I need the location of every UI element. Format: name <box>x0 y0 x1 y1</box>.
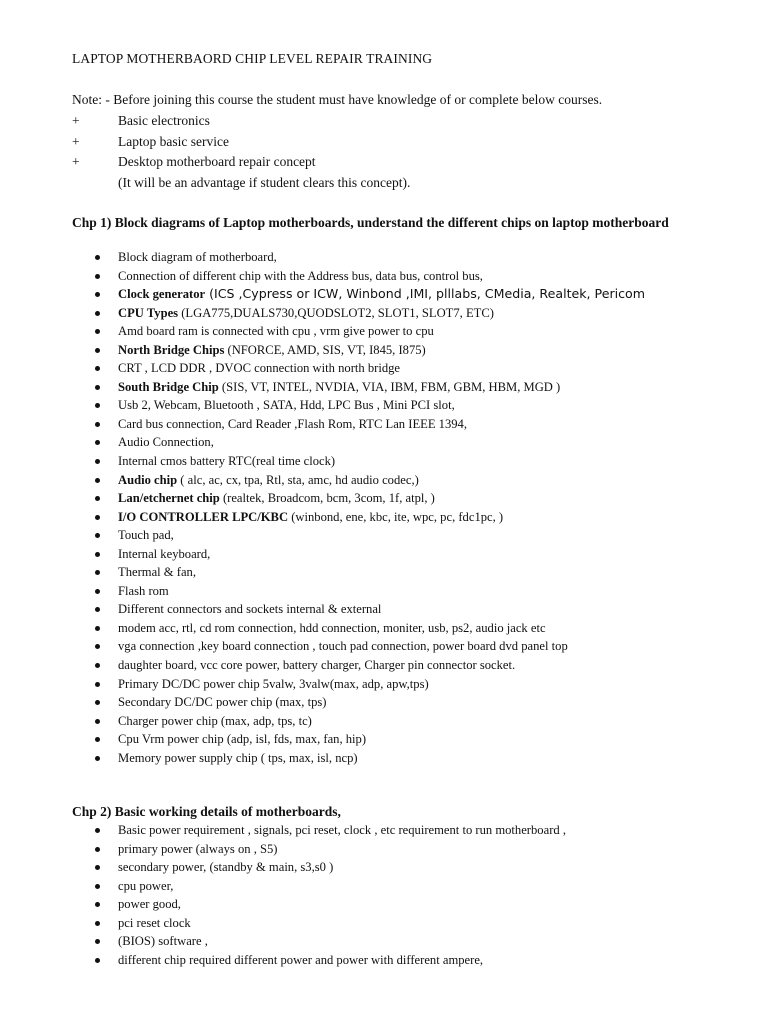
bullet-icon <box>95 663 100 668</box>
list-item-text: Basic power requirement , signals, pci reset, clock , etc requirement to run motherboard , <box>118 823 566 837</box>
list-item <box>72 932 752 951</box>
chapter-1-list <box>72 248 752 767</box>
list-item <box>72 415 752 434</box>
bullet-icon <box>95 403 100 408</box>
bullet-icon <box>95 607 100 612</box>
bullet-icon <box>95 719 100 724</box>
list-item-text: different chip required different power and power with different ampere, <box>118 952 484 967</box>
list-item <box>72 285 752 304</box>
bullet-icon <box>95 626 100 631</box>
list-item-text: Audio Connection, <box>118 435 214 450</box>
list-item-text: Different connectors and sockets internal & external <box>118 602 382 617</box>
plus-marker: + <box>72 154 80 169</box>
list-item <box>72 600 752 619</box>
bullet-icon <box>95 459 100 464</box>
list-item-bold-label: Clock generator <box>118 287 206 302</box>
bullet-icon <box>95 756 100 761</box>
list-item <box>72 304 752 323</box>
list-item <box>72 582 752 601</box>
list-item-text: daughter board, vcc core power, battery charger, Charger pin connector socket. <box>118 658 516 673</box>
list-item-text: Block diagram of motherboard, <box>118 250 277 264</box>
list-item <box>72 471 752 490</box>
bullet-icon <box>95 884 100 889</box>
list-item <box>72 821 752 840</box>
list-item-text: (BIOS) software , <box>118 934 208 949</box>
list-item <box>72 322 752 341</box>
list-item <box>72 675 752 694</box>
bullet-icon <box>95 533 100 538</box>
list-item-text: (SIS, VT, INTEL, NVDIA, VIA, IBM, FBM, GBM, HBM, MGD ) <box>218 379 561 394</box>
list-item-text: Usb 2, Webcam, Bluetooth , SATA, Hdd, LPC Bus , Mini PCI slot, <box>118 398 455 413</box>
bullet-icon <box>95 348 100 353</box>
list-item-text: Card bus connection, Card Reader ,Flash Rom, RTC Lan IEEE 1394, <box>118 416 468 431</box>
list-item-text: Primary DC/DC power chip 5valw, 3valw(max, adp, apw,tps) <box>118 676 429 691</box>
list-item <box>72 656 752 675</box>
list-item-text: (ICS ,Cypress or ICW, Winbond ,IMI, plllabs, CMedia, Realtek, Pericom <box>205 286 646 302</box>
bullet-icon <box>95 828 100 833</box>
list-item-bold-label: South Bridge Chip <box>118 379 219 394</box>
list-item <box>72 877 752 896</box>
bullet-icon <box>95 478 100 483</box>
bullet-icon <box>95 865 100 870</box>
list-item-bold-label: CPU Types <box>118 305 179 320</box>
list-item-text: CRT , LCD DDR , DVOC connection with north bridge <box>118 361 400 376</box>
list-item-text: Cpu Vrm power chip (adp, isl, fds, max, fan, hip) <box>118 732 367 747</box>
document-title: LAPTOP MOTHERBAORD CHIP LEVEL REPAIR TRAINING <box>72 51 433 66</box>
list-item-bold-label: Audio chip <box>118 472 178 487</box>
list-item-text: Connection of different chip with the Address bus, data bus, control bus, <box>118 268 483 283</box>
list-item <box>72 619 752 638</box>
list-item <box>72 433 752 452</box>
list-item <box>72 563 752 582</box>
prerequisite-label: Desktop motherboard repair concept <box>118 154 316 169</box>
list-item-text: Internal cmos battery RTC(real time clock) <box>118 454 336 469</box>
bullet-icon <box>95 939 100 944</box>
list-item <box>72 858 752 877</box>
list-item <box>72 895 752 914</box>
list-item-text: ( alc, ac, cx, tpa, Rtl, sta, amc, hd audio codec,) <box>177 472 419 487</box>
bullet-icon <box>95 847 100 852</box>
list-item <box>72 951 752 970</box>
prerequisite-label: Basic electronics <box>118 113 210 128</box>
list-item <box>72 489 752 508</box>
list-item <box>72 248 752 267</box>
list-item-bold-label: Lan/etchernet chip <box>118 491 220 506</box>
list-item <box>72 378 752 397</box>
list-item-text: pci reset clock <box>118 915 191 930</box>
list-item-text: Charger power chip (max, adp, tps, tc) <box>118 713 312 728</box>
list-item <box>72 545 752 564</box>
bullet-icon <box>95 385 100 390</box>
bullet-icon <box>95 921 100 926</box>
list-item-text: primary power (always on , S5) <box>118 841 278 856</box>
list-item <box>72 359 752 378</box>
bullet-icon <box>95 515 100 520</box>
list-item-text: (winbond, ene, kbc, ite, wpc, pc, fdc1pc, ) <box>288 509 504 524</box>
list-item <box>72 693 752 712</box>
bullet-icon <box>95 496 100 501</box>
bullet-icon <box>95 682 100 687</box>
bullet-icon <box>95 366 100 371</box>
list-item <box>72 452 752 471</box>
list-item-bold-label: I/O CONTROLLER LPC/KBC <box>118 509 289 524</box>
bullet-icon <box>95 902 100 907</box>
list-item <box>72 840 752 859</box>
list-item-text: secondary power, (standby & main, s3,s0 ) <box>118 860 334 875</box>
list-item-text: Amd board ram is connected with cpu , vrm give power to cpu <box>118 324 434 339</box>
bullet-icon <box>95 737 100 742</box>
bullet-icon <box>95 700 100 705</box>
bullet-icon <box>95 589 100 594</box>
list-item-text: (LGA775,DUALS730,QUODSLOT2, SLOT1, SLOT7, ETC) <box>178 305 494 320</box>
list-item <box>72 526 752 545</box>
list-item-text: Thermal & fan, <box>118 565 196 580</box>
list-item <box>72 914 752 933</box>
list-item-text: power good, <box>118 897 181 912</box>
bullet-icon <box>95 422 100 427</box>
list-item <box>72 508 752 527</box>
list-item-text: cpu power, <box>118 878 174 893</box>
list-item <box>72 341 752 360</box>
chapter-2-list <box>72 821 752 969</box>
bullet-icon <box>95 958 100 963</box>
chapter-2-heading: Chp 2) Basic working details of motherboards, <box>72 804 341 819</box>
chapter-1-heading: Chp 1) Block diagrams of Laptop motherboards, understand the different chips on laptop motherboard <box>72 215 669 230</box>
bullet-icon <box>95 440 100 445</box>
bullet-icon <box>95 552 100 557</box>
list-item <box>72 396 752 415</box>
bullet-icon <box>95 644 100 649</box>
list-item-text: Internal keyboard, <box>118 546 211 561</box>
prerequisite-advantage-note: (It will be an advantage if student clears this concept). <box>118 175 411 190</box>
list-item-text: Secondary DC/DC power chip (max, tps) <box>118 695 327 710</box>
list-item-text: modem acc, rtl, cd rom connection, hdd connection, moniter, usb, ps2, audio jack etc <box>118 620 546 635</box>
list-item <box>72 749 752 768</box>
list-item <box>72 637 752 656</box>
list-item <box>72 267 752 286</box>
list-item-text: vga connection ,key board connection , touch pad connection, power board dvd panel top <box>118 639 568 654</box>
bullet-icon <box>95 570 100 575</box>
prerequisite-label: Laptop basic service <box>118 134 229 149</box>
list-item-text: (NFORCE, AMD, SIS, VT, I845, I875) <box>224 342 426 357</box>
list-item-text: (realtek, Broadcom, bcm, 3com, 1f, atpl, ) <box>219 491 435 506</box>
bullet-icon <box>95 274 100 279</box>
list-item <box>72 712 752 731</box>
list-item <box>72 730 752 749</box>
list-item-text: Flash rom <box>118 583 169 598</box>
bullet-icon <box>95 255 100 260</box>
bullet-icon <box>95 292 100 297</box>
bullet-icon <box>95 311 100 316</box>
list-item-bold-label: North Bridge Chips <box>118 342 225 357</box>
plus-marker: + <box>72 113 80 128</box>
plus-marker: + <box>72 134 80 149</box>
list-item-text: Memory power supply chip ( tps, max, isl, ncp) <box>118 750 358 765</box>
bullet-icon <box>95 329 100 334</box>
prerequisite-note: Note: - Before joining this course the student must have knowledge of or complete below courses. <box>72 92 603 107</box>
list-item-text: Touch pad, <box>118 528 174 543</box>
